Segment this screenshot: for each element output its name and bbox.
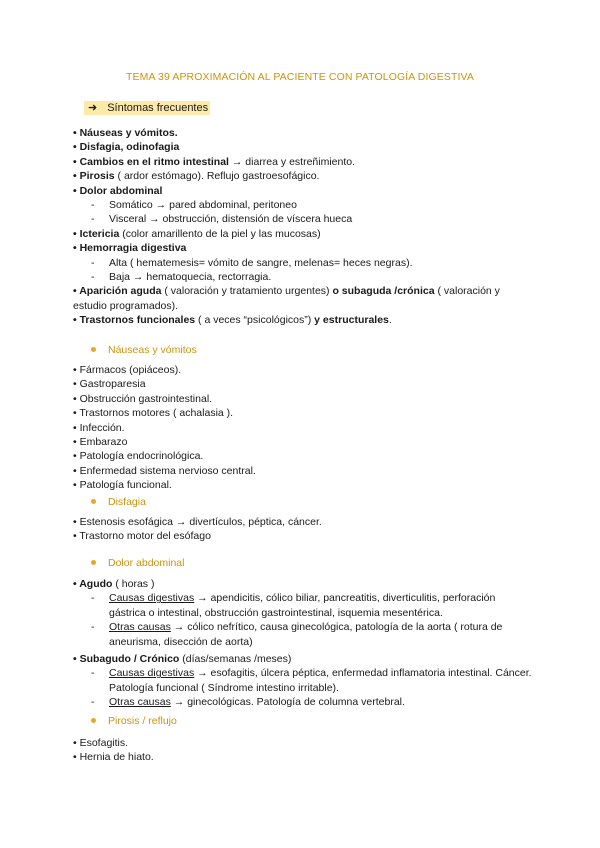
- highlight-heading-label: Síntomas frecuentes: [107, 102, 209, 114]
- list-item: • Patología funcional.: [73, 479, 172, 492]
- sub-item: - Baja → hematoquecia, rectorragia.: [91, 271, 272, 284]
- list-item: • Embarazo: [73, 436, 128, 449]
- sub-item: - Otras causas → cólico nefrítico, causa ginecológica, patología de la aorta ( rotura de aneurisma, disección de aorta): [91, 621, 503, 648]
- list-item: • Esofagitis.: [73, 737, 129, 749]
- list-item: • Náuseas y vómitos.: [73, 127, 178, 139]
- list-item: • Trastornos funcionales ( a veces “psicológicos”) y estructurales.: [73, 314, 392, 327]
- dolor-list: [73, 577, 533, 710]
- disfagia-list: [73, 515, 533, 544]
- sub-item: - Alta ( hematemesis= vómito de sangre, melenas= heces negras).: [91, 256, 413, 269]
- list-item: • Obstrucción gastrointestinal.: [73, 392, 213, 405]
- list-item: • Gastroparesia: [73, 378, 146, 391]
- list-item: • Enfermedad sistema nervioso central.: [73, 464, 256, 477]
- bullet-icon: [91, 560, 96, 565]
- section-heading-nauseas: Náuseas y vómitos: [91, 344, 197, 356]
- list-item: • Hernia de hiato.: [73, 751, 154, 764]
- list-item: • Infección.: [73, 421, 125, 434]
- list-item: • Estenosis esofágica → divertículos, péptica, cáncer.: [73, 516, 322, 528]
- highlight-heading: [84, 98, 210, 116]
- list-item: • Cambios en el ritmo intestinal → diarrea y estreñimiento.: [73, 155, 356, 168]
- list-item: • Subagudo / Crónico (días/semanas /meses): [73, 653, 292, 666]
- list-item: • Aparición aguda ( valoración y tratamiento urgentes) o subaguda /crónica ( valoración y estudio programados).: [73, 285, 500, 312]
- frequent-symptoms-list: [73, 126, 533, 328]
- arrow-icon: ➜: [88, 102, 98, 114]
- sub-item: - Causas digestivas → esofagitis, úlcera péptica, enfermedad inflamatoria intestinal. Cáncer. Patología funcional ( Síndrome intestino irritable).: [91, 667, 532, 694]
- list-item: • Dolor abdominal: [73, 184, 163, 197]
- bullet-icon: [91, 499, 96, 504]
- section-heading-dolor: Dolor abdominal: [91, 557, 184, 569]
- nauseas-list: [73, 363, 533, 493]
- list-item: • Fármacos (opiáceos).: [73, 364, 182, 376]
- list-item: • Patología endocrinológica.: [73, 450, 204, 463]
- sub-item: - Visceral → obstrucción, distensión de víscera hueca: [91, 213, 353, 226]
- pirosis-list: [73, 736, 533, 765]
- sub-item: - Somático → pared abdominal, peritoneo: [91, 199, 297, 212]
- bullet-icon: [91, 347, 96, 352]
- page-title: TEMA 39 APROXIMACIÓN AL PACIENTE CON PATOLOGÍA DIGESTIVA: [126, 71, 474, 83]
- sub-item: - Otras causas → ginecológicas. Patología de columna vertebral.: [91, 696, 405, 709]
- list-item: • Hemorragia digestiva: [73, 242, 187, 255]
- section-heading-pirosis: Pirosis / reflujo: [91, 715, 177, 727]
- list-item: • Trastorno motor del esófago: [73, 530, 211, 543]
- list-item: • Ictericia (color amarillento de la piel y las mucosas): [73, 227, 321, 240]
- list-item: • Agudo ( horas ): [73, 578, 155, 590]
- list-item: • Disfagia, odinofagia: [73, 141, 180, 154]
- bullet-icon: [91, 718, 96, 723]
- list-item: • Trastornos motores ( achalasia ).: [73, 407, 234, 420]
- sub-item: - Causas digestivas → apendicitis, cólico biliar, pancreatitis, diverticulitis, perforación gástrica o intestinal, obstrucción gastrointestinal, isquemia mesentérica.: [91, 592, 496, 619]
- section-heading-disfagia: Disfagia: [91, 496, 146, 508]
- list-item: • Pirosis ( ardor estómago). Reflujo gastroesofágico.: [73, 170, 320, 183]
